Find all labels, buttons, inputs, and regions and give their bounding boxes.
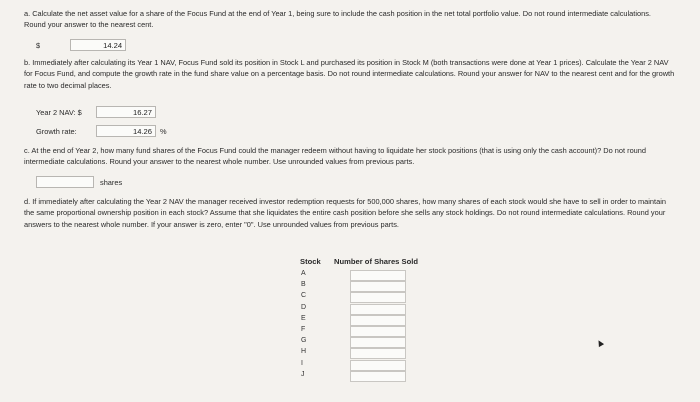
part-b-nav-row — [36, 106, 156, 118]
part-c-answer-row — [36, 176, 122, 188]
shares-sold-input[interactable] — [350, 270, 406, 281]
stock-row-label: E — [301, 314, 306, 322]
part-b-question — [24, 57, 679, 91]
part-b-growth-row — [36, 125, 167, 137]
growth-unit: % — [160, 126, 167, 136]
shares-sold-input[interactable] — [350, 371, 406, 382]
shares-sold-input[interactable] — [350, 326, 406, 337]
shares-sold-input[interactable] — [350, 304, 406, 315]
part-a-currency: $ — [36, 40, 41, 50]
growth-answer-input[interactable]: 14.26 — [96, 125, 156, 137]
part-c-unit: shares — [100, 177, 123, 187]
stock-row-label: I — [301, 359, 303, 367]
stock-table — [298, 257, 438, 402]
part-a-answer-input[interactable]: 14.24 — [70, 39, 126, 51]
part-d-question — [24, 196, 674, 230]
part-a-answer-row — [36, 39, 126, 51]
mouse-cursor-icon — [596, 339, 604, 347]
shares-sold-input[interactable] — [350, 337, 406, 348]
part-b-text: b. Immediately after calculating its Year 1 NAV, Focus Fund sold its position in Stock L and purchased its position in Stock M (both transactions were done at Year 1 prices). Calculate the Year 2 NAV for Focus Fund, and compute the growth rate in the fund share value on a percentage basis. Do not round intermediate calculations. Round your answer for NAV to the nearest cent and for the growth rate to two decimal places. — [24, 58, 675, 90]
stock-row-label: C — [301, 292, 307, 300]
shares-sold-input[interactable] — [350, 292, 406, 303]
shares-column-header: Number of Shares Sold — [334, 257, 418, 266]
nav-label: Year 2 NAV: $ — [36, 107, 82, 117]
part-c-answer-input[interactable] — [36, 176, 94, 188]
stock-row-label: B — [301, 281, 306, 289]
part-d-text: d. If immediately after calculating the Year 2 NAV the manager received investor redemption requests for 500,000 shares, how many shares of each stock would she have to sell in order to maintain the same proportional ownership position in each stock? Assume that she liquidates the entire cash position before she sells any stock holdings. Do not round intermediate calculations. Round your answers to the nearest whole number. If your answer is zero, enter "0". Use unrounded values from previous parts. — [24, 197, 666, 229]
stock-row-label: G — [301, 337, 307, 345]
growth-label: Growth rate: — [36, 126, 77, 136]
stock-row-label: A — [301, 270, 306, 277]
stock-row-label: D — [301, 303, 307, 311]
part-c-question — [24, 145, 674, 168]
shares-sold-input[interactable] — [350, 315, 406, 326]
stock-row-label: H — [301, 348, 307, 356]
nav-answer-input[interactable]: 16.27 — [96, 106, 156, 118]
shares-sold-input[interactable] — [350, 348, 406, 359]
stock-row-label: J — [301, 370, 305, 378]
stock-column-header: Stock — [300, 257, 321, 266]
stock-row-label: F — [301, 326, 306, 333]
part-a-text: a. Calculate the net asset value for a share of the Focus Fund at the end of Year 1, being sure to include the cash position in the net total portfolio value. Do not round intermediate calculations. Round your answer to the nearest cent. — [24, 9, 651, 30]
part-a-question — [24, 8, 674, 31]
shares-sold-input[interactable] — [350, 281, 406, 292]
shares-sold-input[interactable] — [350, 360, 406, 371]
part-c-text: c. At the end of Year 2, how many fund shares of the Focus Fund could the manager redeem without having to liquidate her stock positions (that is using only the cash account)? Do not round intermediate calculations. Round your answer to the nearest whole number. Use unrounded values from previous parts. — [24, 146, 647, 167]
